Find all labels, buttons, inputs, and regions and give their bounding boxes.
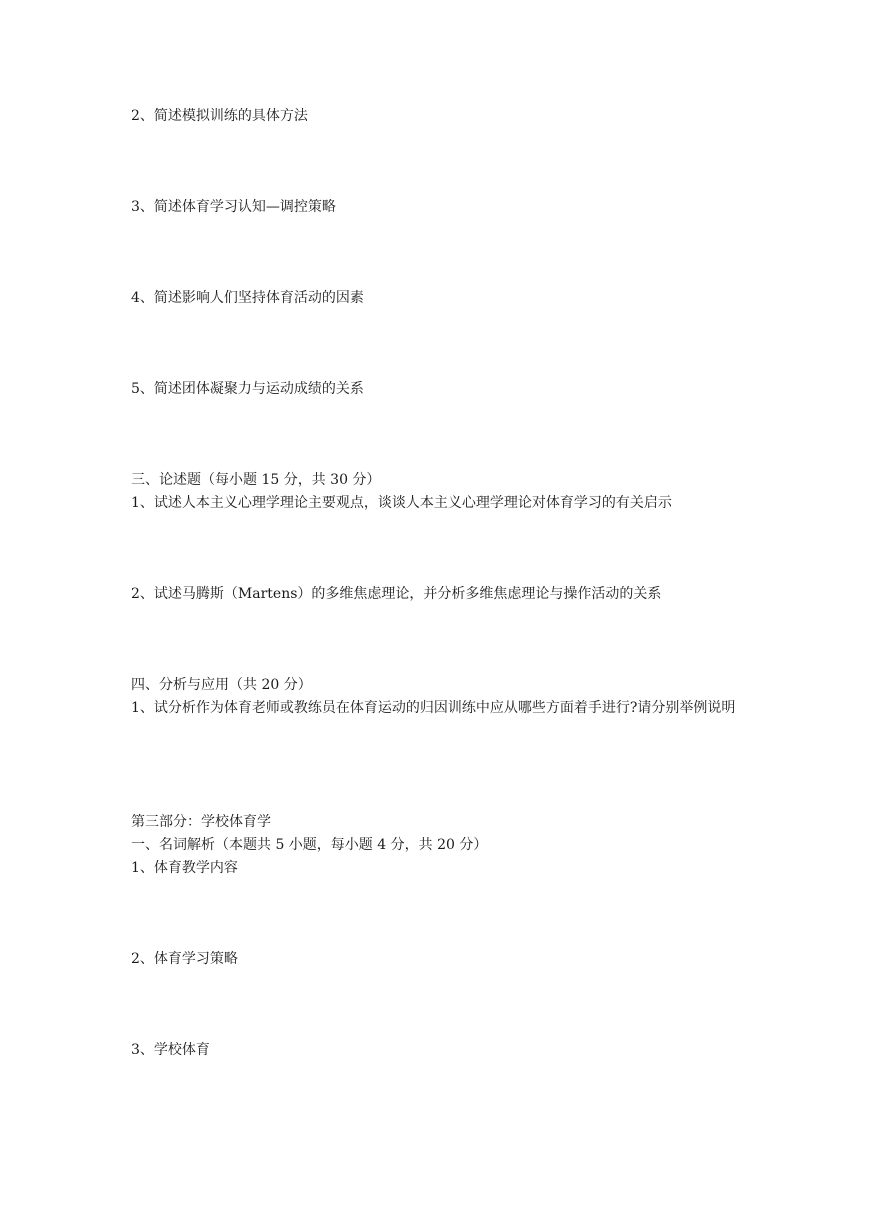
question-a1: 1、试分析作为体育老师或教练员在体育运动的归因训练中应从哪些方面着手进行?请分别举例说明 [131, 700, 736, 716]
question-s3: 3、简述体育学习认知—调控策略 [131, 199, 336, 215]
question-s5: 5、简述团体凝聚力与运动成绩的关系 [131, 381, 364, 397]
section-heading-essay: 三、论述题（每小题 15 分，共 30 分） [131, 472, 381, 488]
question-t3: 3、学校体育 [131, 1042, 210, 1058]
question-e1: 1、试述人本主义心理学理论主要观点，谈谈人本主义心理学理论对体育学习的有关启示 [131, 495, 672, 511]
part-heading-school-pe: 第三部分：学校体育学 [131, 814, 271, 830]
question-s4: 4、简述影响人们坚持体育活动的因素 [131, 290, 364, 306]
question-e2: 2、试述马腾斯（Martens）的多维焦虑理论，并分析多维焦虑理论与操作活动的关系 [131, 586, 662, 602]
question-s2: 2、简述模拟训练的具体方法 [131, 108, 308, 124]
section-heading-terms: 一、名词解析（本题共 5 小题，每小题 4 分，共 20 分） [131, 837, 488, 853]
question-t1: 1、体育教学内容 [131, 860, 238, 876]
section-heading-analysis: 四、分析与应用（共 20 分） [131, 677, 312, 693]
question-t2: 2、体育学习策略 [131, 951, 238, 967]
